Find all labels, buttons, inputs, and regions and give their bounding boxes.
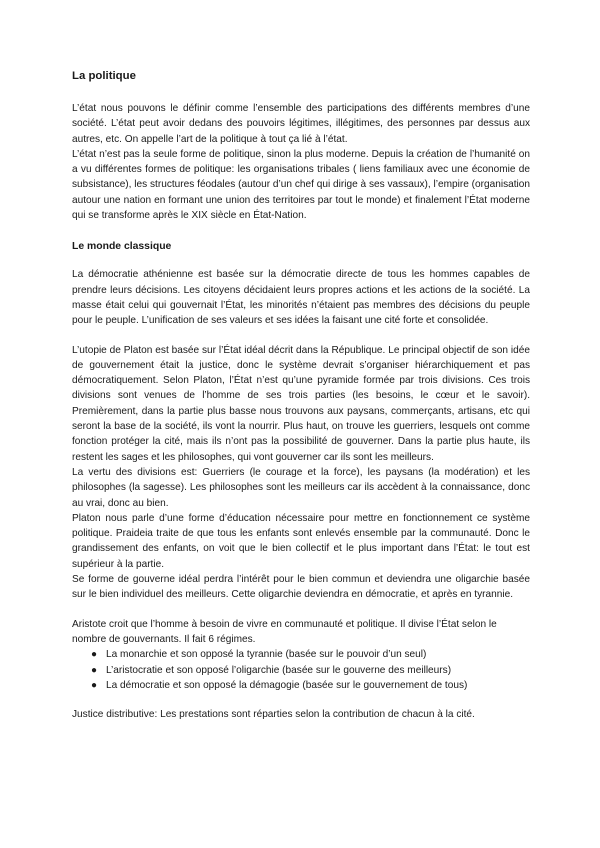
list-item bbox=[91, 663, 530, 678]
regime-text: La démocratie et son opposé la démagogie (basée sur le gouvernement de tous) bbox=[106, 679, 468, 691]
platon-paragraph-2: La vertu des divisions est: Guerriers (le courage et la force), les paysans (la modération) et les philosophes (la sagesse). Les philosophes sont les meilleurs car ils accèdent à la connaissance, donc au vrai, donc au bien. bbox=[72, 466, 530, 509]
bullet-icon: ● bbox=[91, 679, 98, 691]
platon-paragraph-3: Platon nous parle d’une forme d’éducation nécessaire pour mettre en fonctionnement ce système politique. Praideia traite de que tous les enfants sont enlevés ensemble par la communauté. Donc le grandissement des enfants, on voit que le bien collectif et le plus important dans l’État: le tout est supérieur à la partie. bbox=[72, 512, 530, 570]
regime-text: La monarchie et son opposé la tyrannie (basée sur le pouvoir d’un seul) bbox=[106, 649, 427, 661]
justice-paragraph: Justice distributive: Les prestations sont réparties selon la contribution de chacun à la cité. bbox=[72, 709, 475, 721]
list-item bbox=[91, 678, 530, 693]
list-item bbox=[91, 647, 530, 662]
aristote-paragraph: Aristote croit que l’homme à besoin de vivre en communauté et politique. Il divise l’État selon le nombre de gouvernants. Il fait 6 régimes. bbox=[72, 618, 497, 645]
intro-paragraph-2: L’état n’est pas la seule forme de politique, sinon la plus moderne. Depuis la création de l’humanité on a vu différentes formes de politique: les organisations tribales ( liens familiaux avec une économie de subsistance), les structures féodales (autour d’un chef qui dirige à ses vassaux), l’empire (organisation autour une nation en formant une union des territoires par tout le monde) et finalement l’État moderne qui se transforme après le XIX siècle en État-Nation. bbox=[72, 148, 530, 222]
regimes-list bbox=[72, 647, 530, 693]
section-title: Le monde classique bbox=[72, 241, 172, 253]
intro-paragraph-1: L’état nous pouvons le définir comme l’ensemble des participations des différents membres d’une société. L’état peut avoir dedans des pouvoirs légitimes, illégitimes, des personnes par dessus aux autres, etc. On appelle l’art de la politique à tout ça lié à l’état. bbox=[72, 103, 530, 145]
page-title: La politique bbox=[72, 70, 136, 82]
platon-paragraph-1: L’utopie de Platon est basée sur l’État idéal décrit dans la République. Le principal objectif de son idée de gouvernement était la justice, donc le système devrait s’organiser hiérarchiquement et pas démocratiquement. Selon Platon, l’État n’est qu’une pyramide formée par trois divisions. Ces trois divisions sont venues de l’homme de ses trois parties (les besoins, le cœur et le savoir). Premièrement, dans la partie plus basse nous trouvons aux paysans, commerçants, artisans, etc qui seront la base de la société, ils vont la nourrir. Plus haut, on trouve les guerriers, lesquels ont comme fonction protéger la cité, mais ils n’ont pas la possibilité de gouverner. Dans la partie plus haute, ils restent les sages et les philosophes, qui vont gouverner car ils sont les meilleurs. bbox=[72, 344, 530, 463]
democracy-paragraph: La démocratie athénienne est basée sur la démocratie directe de tous les hommes capables de prendre leurs décisions. Les citoyens décidaient leurs propres actions et les actions de la société. La masse était celui qui gouvernait l’État, les minorités n’étaient pas membres des décisions du peuple pour le peuple. L’unification de ses valeurs et ses idées la faisant une cité forte et consolidée. bbox=[72, 269, 530, 327]
regime-text: L’aristocratie et son opposé l’oligarchie (basée sur le gouverne des meilleurs) bbox=[106, 664, 452, 676]
bullet-icon: ● bbox=[91, 649, 98, 661]
platon-paragraph-4: Se forme de gouverne idéal perdra l’intérêt pour le bien commun et deviendra une oligarchie basée sur le bien individuel des meilleurs. Cette oligarchie deviendra en démocratie, et après en tyrannie. bbox=[72, 574, 530, 601]
bullet-icon: ● bbox=[91, 664, 98, 676]
